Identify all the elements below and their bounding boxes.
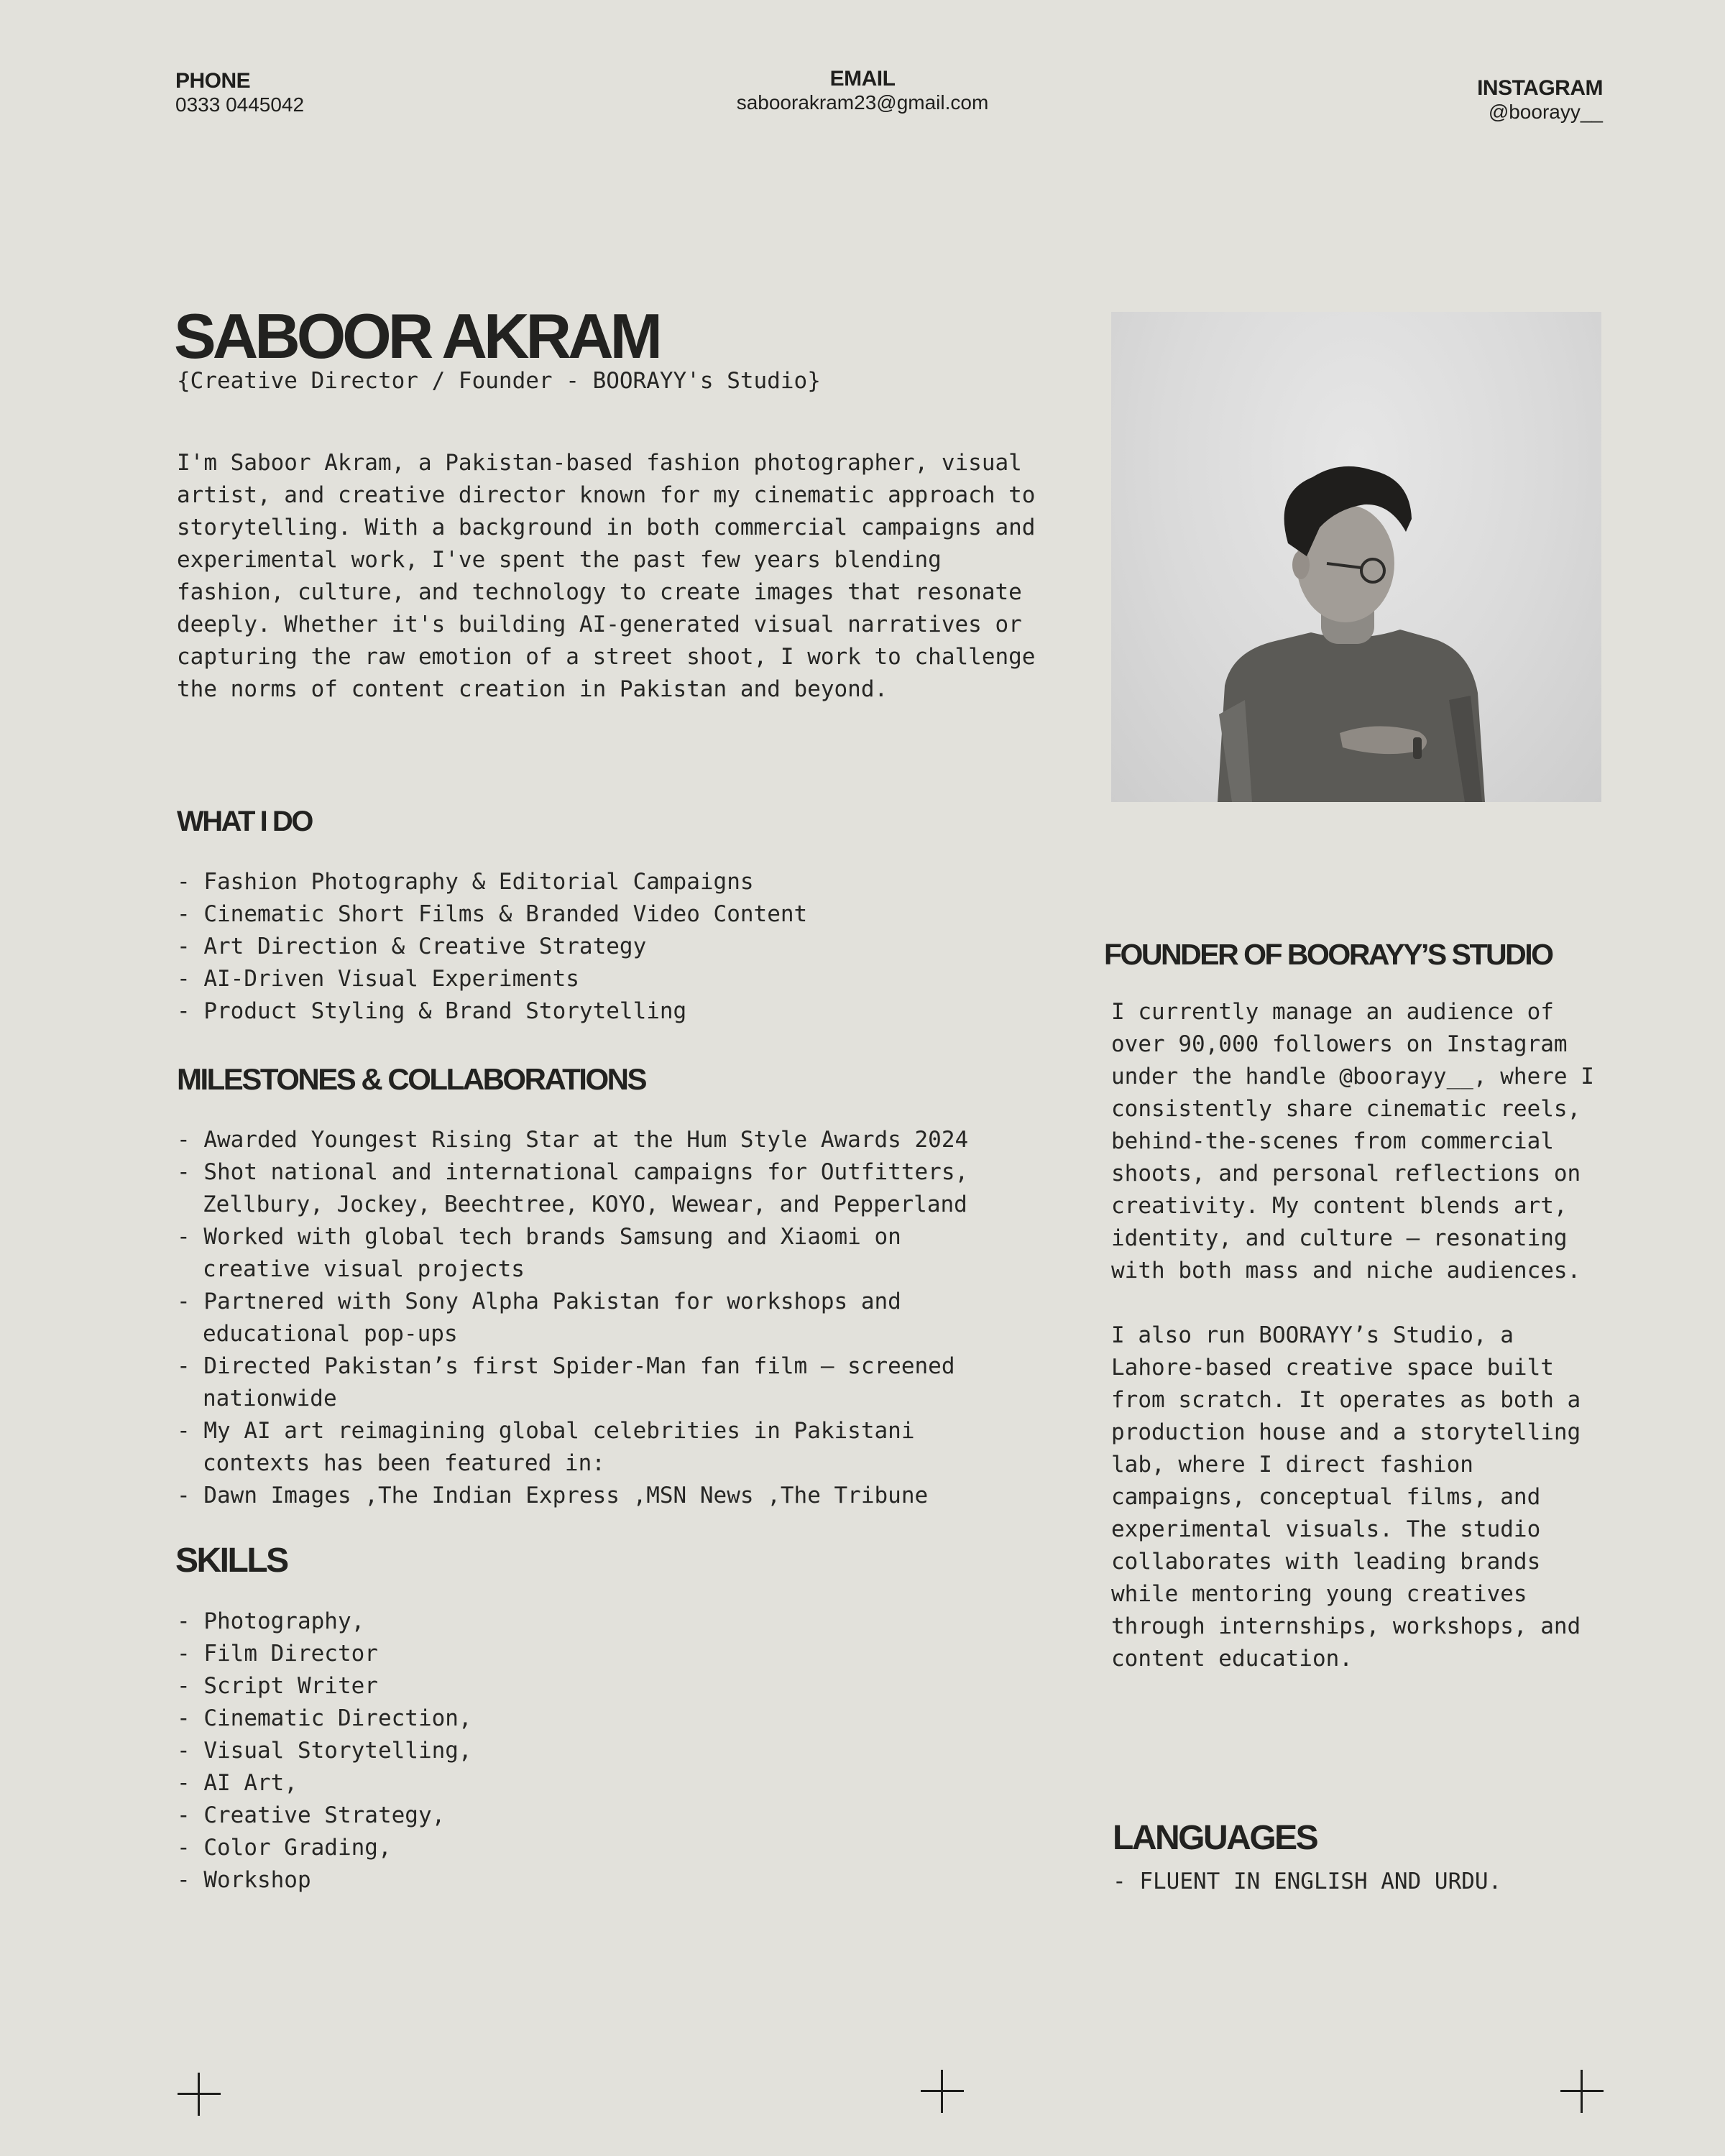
- founder-paragraph: I currently manage an audience of over 90,000 followers on Instagram under the handle @boorayy__, where I consistently share cinematic reels, behind-the-scenes from commercial shoots, and personal reflections on creativity. My content blends art, identity, and culture — resonating with both mass and niche audiences.: [1111, 999, 1594, 1284]
- section-title-skills: SKILLS: [175, 1542, 288, 1580]
- milestones-list: [177, 1124, 1011, 1512]
- founder-text: [1111, 996, 1607, 1708]
- instagram-value[interactable]: @boorayy__: [1488, 101, 1603, 123]
- phone-value[interactable]: 0333 0445042: [175, 93, 305, 116]
- list-item: - Partnered with Sony Alpha Pakistan for workshops and educational pop-ups: [177, 1286, 1011, 1350]
- list-item: - Cinematic Direction,: [177, 1703, 896, 1735]
- instagram-label: INSTAGRAM: [1477, 76, 1603, 100]
- founder-paragraph: I also run BOORAYY’s Studio, a Lahore-based creative space built from scratch. It operates as both a production house and a storytelling lab, where I direct fashion campaigns, conceptual films, and experimental visuals. The studio collaborates with leading brands while mentoring young creatives through internships, workshops, and content education.: [1111, 1322, 1581, 1672]
- list-item: - Visual Storytelling,: [177, 1735, 896, 1767]
- list-item: - Creative Strategy,: [177, 1800, 896, 1832]
- list-item: - AI-Driven Visual Experiments: [177, 963, 1039, 995]
- plus-icon: [921, 2070, 964, 2113]
- what-i-do-list: [177, 866, 1039, 1028]
- list-item: - Script Writer: [177, 1670, 896, 1703]
- list-item: - Cinematic Short Films & Branded Video Content: [177, 898, 1039, 931]
- section-title-milestones: MILESTONES & COLLABORATIONS: [177, 1062, 645, 1096]
- list-item: - Photography,: [177, 1606, 896, 1638]
- section-title-languages: LANGUAGES: [1113, 1819, 1317, 1857]
- skills-list: [177, 1606, 896, 1897]
- list-item: - Directed Pakistan’s first Spider-Man fan film — screened nationwide: [177, 1350, 1011, 1415]
- intro-paragraph: I'm Saboor Akram, a Pakistan-based fashion photographer, visual artist, and creative director known for my cinematic approach to storytelling. With a background in both commercial campaigns and experimental work, I've spent the past few years blending fashion, culture, and technology to create images that resonate deeply. Whether it's building AI-generated visual narratives or capturing the raw emotion of a street shoot, I work to challenge the norms of content creation in Pakistan and beyond.: [177, 450, 1036, 702]
- list-item: - My AI art reimagining global celebrities in Pakistani contexts has been featured in:: [177, 1415, 1011, 1480]
- plus-icon: [1560, 2070, 1604, 2113]
- portrait-photo: [1111, 312, 1601, 802]
- contact-email: [719, 67, 1006, 114]
- plus-icon: [178, 2073, 221, 2116]
- phone-label: PHONE: [175, 69, 251, 93]
- contact-instagram: [1477, 76, 1603, 124]
- list-item: - Worked with global tech brands Samsung and Xiaomi on creative visual projects: [177, 1221, 1011, 1286]
- list-item: - Fashion Photography & Editorial Campaigns: [177, 866, 1039, 898]
- portrait-illustration: [1111, 312, 1601, 802]
- list-item: - Dawn Images ,The Indian Express ,MSN News ,The Tribune: [177, 1480, 1011, 1512]
- list-item: - Color Grading,: [177, 1832, 896, 1864]
- list-item: - Art Direction & Creative Strategy: [177, 931, 1039, 963]
- email-label: EMAIL: [829, 67, 896, 91]
- contact-phone: [175, 69, 304, 116]
- list-item: - FLUENT IN ENGLISH AND URDU.: [1113, 1866, 1616, 1898]
- list-item: - AI Art,: [177, 1767, 896, 1800]
- languages-list: [1113, 1866, 1616, 1898]
- list-item: - Film Director: [177, 1638, 896, 1670]
- list-item: - Awarded Youngest Rising Star at the Hum Style Awards 2024: [177, 1124, 1011, 1156]
- list-item: - Workshop: [177, 1864, 896, 1897]
- section-title-founder: FOUNDER OF BOORAYY’S STUDIO: [1104, 938, 1552, 971]
- list-item: - Shot national and international campaigns for Outfitters, Zellbury, Jockey, Beechtree, KOYO, Wewear, and Pepperland: [177, 1156, 1011, 1221]
- email-value[interactable]: saboorakram23@gmail.com: [736, 91, 989, 114]
- page-title: SABOOR AKRAM: [174, 300, 659, 372]
- subtitle: {Creative Director / Founder - BOORAYY's Studio}: [177, 368, 821, 394]
- list-item: - Product Styling & Brand Storytelling: [177, 995, 1039, 1028]
- section-title-what-i-do: WHAT I DO: [177, 806, 312, 837]
